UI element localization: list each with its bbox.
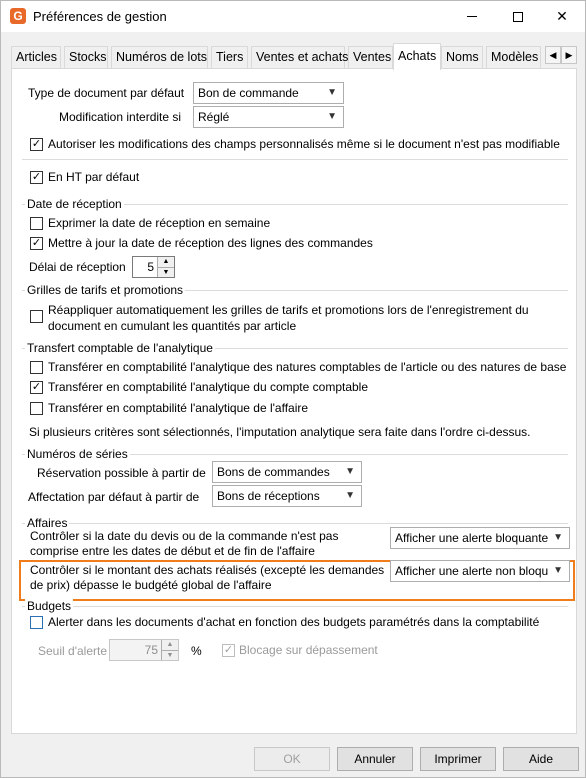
tab-achats[interactable]: Achats bbox=[393, 43, 441, 70]
ok-button[interactable]: OK bbox=[254, 747, 330, 771]
window-title: Préférences de gestion bbox=[33, 9, 167, 24]
tab-noms[interactable]: Noms bbox=[441, 46, 483, 69]
app-logo-icon: G bbox=[10, 8, 26, 24]
tab-articles[interactable]: Articles bbox=[11, 46, 61, 69]
chevron-down-icon: ▼ bbox=[327, 111, 337, 122]
dates-control-select[interactable] bbox=[390, 527, 570, 549]
tab-stocks[interactable]: Stocks bbox=[64, 46, 108, 69]
budget-control-select[interactable] bbox=[390, 560, 570, 582]
dates-control-value: Afficher une alerte bloquante bbox=[395, 531, 549, 545]
chevron-down-icon: ▼ bbox=[345, 466, 355, 477]
budget-control-label-line1: Contrôler si le montant des achats réalisés (excepté les demandes bbox=[30, 563, 385, 577]
reservation-label: Réservation possible à partir de bbox=[37, 466, 206, 480]
doc-type-label: Type de document par défaut bbox=[28, 86, 185, 100]
maximize-button[interactable] bbox=[495, 1, 541, 32]
budget-control-label-line2: de prix) dépasse le budgété global de l'affaire bbox=[30, 578, 272, 592]
chevron-down-icon: ▼ bbox=[553, 532, 563, 543]
delay-label: Délai de réception bbox=[29, 260, 126, 274]
help-button[interactable]: Aide bbox=[503, 747, 579, 771]
maximize-icon bbox=[513, 12, 523, 22]
delay-stepper[interactable] bbox=[132, 256, 175, 278]
budgets-group-line bbox=[22, 606, 568, 607]
reapply-label-line2: document en cumulant les quantités par article bbox=[48, 319, 297, 333]
compte-label: Transférer en comptabilité l'analytique du compte comptable bbox=[48, 380, 369, 394]
blocking-label: Blocage sur dépassement bbox=[239, 643, 378, 657]
blocking-checkbox[interactable]: ✓ bbox=[223, 644, 234, 656]
stepper-up-icon[interactable]: ▲ bbox=[158, 257, 174, 267]
modif-select[interactable] bbox=[193, 106, 344, 128]
tab-ventes[interactable]: Ventes bbox=[348, 46, 393, 69]
reapply-label-line1: Réappliquer automatiquement les grilles de tarifs et promotions lors de l'enregistrement du bbox=[48, 303, 529, 317]
affaires-group-line bbox=[22, 523, 568, 524]
affectation-select[interactable] bbox=[212, 485, 362, 507]
allow-custom-fields-label: Autoriser les modifications des champs personnalisés même si le document n'est pas modifiable bbox=[48, 137, 560, 151]
update-lines-label: Mettre à jour la date de réception des lignes des commandes bbox=[48, 236, 373, 250]
natures-label: Transférer en comptabilité l'analytique des natures comptables de l'article ou des natures de base bbox=[48, 360, 567, 374]
tab-ventes-et-achats[interactable]: Ventes et achats bbox=[251, 46, 345, 69]
reception-week-checkbox[interactable] bbox=[30, 217, 43, 230]
close-icon: ✕ bbox=[556, 8, 568, 24]
affectation-label: Affectation par défaut à partir de bbox=[28, 490, 200, 504]
stepper-down-icon[interactable]: ▼ bbox=[158, 267, 174, 277]
dates-label-line1: Contrôler si la date du devis ou de la commande n'est pas bbox=[30, 529, 339, 543]
budgets-group-title: Budgets bbox=[27, 599, 72, 613]
compte-checkbox[interactable]: ✓ bbox=[31, 381, 42, 393]
reapply-checkbox[interactable] bbox=[30, 310, 43, 323]
chevron-down-icon: ▼ bbox=[345, 490, 355, 501]
reception-group-title: Date de réception bbox=[27, 197, 122, 211]
minimize-button[interactable] bbox=[449, 1, 495, 32]
series-group-title: Numéros de séries bbox=[27, 447, 128, 461]
ht-default-label: En HT par défaut bbox=[48, 170, 140, 184]
tab-tiers[interactable]: Tiers bbox=[211, 46, 248, 69]
achats-panel bbox=[11, 68, 577, 734]
threshold-stepper[interactable] bbox=[109, 639, 179, 661]
chevron-down-icon: ▼ bbox=[327, 87, 337, 98]
threshold-value: 75 bbox=[144, 643, 158, 657]
tab-strip bbox=[11, 43, 577, 69]
budget-control-value: Afficher une alerte non bloqu bbox=[395, 564, 549, 578]
percent-sign: % bbox=[191, 644, 202, 658]
analytique-note: Si plusieurs critères sont sélectionnés, l'imputation analytique sera faite dans l'ordre ci-dessus. bbox=[29, 425, 531, 439]
chevron-down-icon: ▼ bbox=[553, 565, 563, 576]
minimize-icon bbox=[467, 16, 477, 17]
print-button[interactable]: Imprimer bbox=[420, 747, 496, 771]
stepper-up-icon[interactable]: ▲ bbox=[162, 640, 178, 650]
threshold-label: Seuil d'alerte bbox=[38, 644, 107, 658]
reservation-select[interactable] bbox=[212, 461, 362, 483]
affaire-analytique-label: Transférer en comptabilité l'analytique de l'affaire bbox=[48, 401, 309, 415]
ht-default-checkbox[interactable]: ✓ bbox=[31, 171, 42, 183]
modif-value: Réglé bbox=[198, 110, 230, 124]
budget-alert-checkbox[interactable] bbox=[30, 616, 43, 629]
allow-custom-fields-checkbox[interactable]: ✓ bbox=[31, 138, 42, 150]
doc-type-value: Bon de commande bbox=[198, 86, 299, 100]
stepper-down-icon[interactable]: ▼ bbox=[162, 650, 178, 660]
tab-modeles[interactable]: Modèles bbox=[486, 46, 541, 69]
close-button[interactable] bbox=[539, 1, 585, 32]
tab-numeros-de-lots[interactable]: Numéros de lots bbox=[111, 46, 208, 69]
title-bar bbox=[1, 1, 585, 32]
natures-checkbox[interactable] bbox=[30, 361, 43, 374]
tarifs-group-title: Grilles de tarifs et promotions bbox=[27, 283, 184, 297]
dates-label-line2: comprise entre les dates de début et de fin de l'affaire bbox=[30, 544, 315, 558]
affaire-analytique-checkbox[interactable] bbox=[30, 402, 43, 415]
reservation-value: Bons de commandes bbox=[217, 465, 330, 479]
analytique-group-title: Transfert comptable de l'analytique bbox=[27, 341, 213, 355]
doc-type-select[interactable] bbox=[193, 82, 344, 104]
reception-week-label: Exprimer la date de réception en semaine bbox=[48, 216, 271, 230]
budget-alert-label: Alerter dans les documents d'achat en fonction des budgets paramétrés dans la comptabilité bbox=[48, 615, 540, 629]
affectation-value: Bons de réceptions bbox=[217, 489, 320, 503]
modif-label: Modification interdite si bbox=[59, 110, 182, 124]
cancel-button[interactable]: Annuler bbox=[337, 747, 413, 771]
tab-scroll-left-button[interactable]: ◀ bbox=[545, 46, 561, 64]
affaires-group-title: Affaires bbox=[27, 516, 68, 530]
tab-scroll-right-button[interactable]: ▶ bbox=[561, 46, 577, 64]
delay-value: 5 bbox=[147, 260, 154, 274]
divider bbox=[22, 159, 568, 160]
update-lines-checkbox[interactable]: ✓ bbox=[31, 237, 42, 249]
